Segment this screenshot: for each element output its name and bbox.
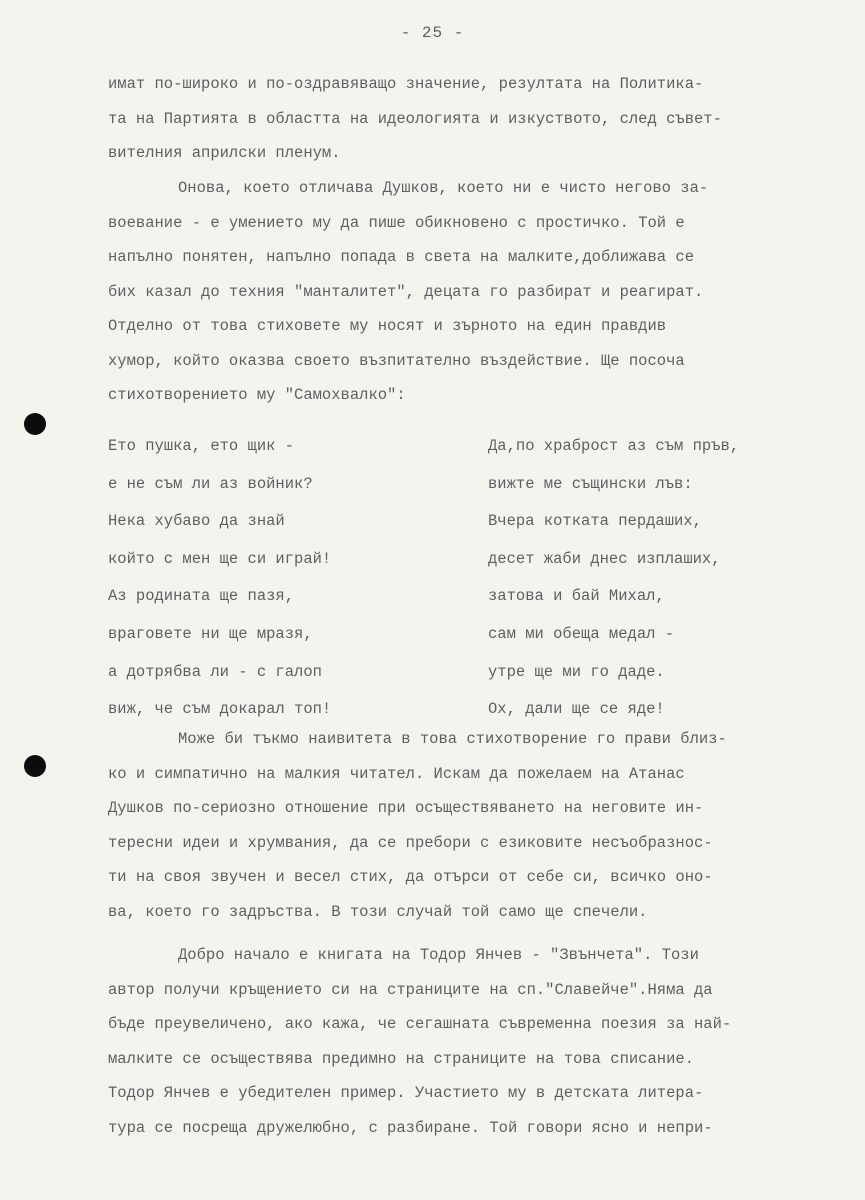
poem [108,428,808,729]
poem-line-left: Нека хубаво да знай [108,512,285,531]
paragraph-1 [108,171,808,413]
poem-line-right: затова и бай Михал, [488,587,665,606]
poem-line-right: утре ще ми го даде. [488,662,665,681]
poem-line-left: Ето пушка, ето щик - [108,437,295,455]
text-line: напълно понятен, напълно попада в света на малките,доближава се [108,248,694,266]
text-line: бъде преувеличено, ако кажа, че сегашната съвременна поезия за най- [108,1015,732,1033]
text-line: стихотворението му "Самохвалко": [108,386,406,404]
punch-hole-top [24,413,46,435]
text-line: автор получи кръщението си на страниците на сп."Славейче".Няма да [108,980,713,999]
text-line: ко и симпатично на малкия читател. Искам да пожелаем на Атанас [108,764,685,783]
text-line: воевание - е умението му да пише обикновено с простичко. Той е [108,213,685,232]
poem-row [108,466,808,504]
poem-line-left: който с мен ще си играй! [108,549,332,568]
poem-line-left: Аз родината ще пазя, [108,587,295,606]
intro-paragraph [108,67,808,171]
poem-row [108,616,808,654]
poem-line-right: десет жаби днес изплаших, [488,549,721,568]
text-line: Онова, което отличава Душков, което ни е чисто негово за- [178,179,709,197]
poem-row [108,578,808,616]
text-line: хумор, който оказва своето възпитателно въздействие. Ще посоча [108,351,685,370]
text-line: Тодор Янчев е убедителен пример. Участието му в детската литера- [108,1084,704,1102]
text-line: та на Партията в областта на идеологията и изкуството, след съвет- [108,109,722,128]
poem-line-right: вижте ме същински лъв: [488,474,693,493]
text-line: вителния априлски пленум. [108,144,341,162]
punch-hole-bottom [24,755,46,777]
poem-row [108,428,808,466]
text-line: Може би тъкмо наивитета в това стихотворение го прави близ- [178,730,727,748]
text-line: Отделно от това стиховете му носят и зърното на един правдив [108,317,667,335]
poem-line-left: а дотрябва ли - с галоп [108,662,322,681]
text-line: ти на своя звучен и весел стих, да отърси от себе си, всичко оно- [108,868,713,886]
poem-line-right: Ох, дали ще се яде! [488,700,665,719]
poem-line-left: е не съм ли аз войник? [108,474,313,493]
text-line: Добро начало е книгата на Тодор Янчев - "Звънчета". Този [178,946,699,964]
poem-line-left: виж, че съм докарал топ! [108,700,332,719]
text-line: имат по-широко и по-оздравяващо значение, резултата на Политика- [108,75,704,93]
text-line: малките се осъществява предимно на страниците на това списание. [108,1049,694,1068]
paragraph-3 [108,938,808,1145]
poem-line-right: Вчера котката пердаших, [488,512,702,531]
text-line: Душков по-сериозно отношение при осъществяването на неговите ин- [108,799,704,817]
text-line: тересни идеи и хрумвания, да се пребори с езиковите несъобразнос- [108,833,713,852]
page-number: - 25 - [400,24,465,42]
text-line: тура се посреща дружелюбно, с разбиране. Той говори ясно и непри- [108,1118,713,1137]
text-line: ва, което го задръства. В този случай той само ще спечели. [108,902,648,921]
poem-row [108,541,808,579]
poem-line-right: сам ми обеща медал - [488,624,675,643]
paragraph-2 [108,722,808,929]
text-line: бих казал до техния "манталитет", децата го разбират и реагират. [108,282,704,301]
poem-row [108,654,808,692]
poem-line-right: Да,по храброст аз съм пръв, [488,437,740,455]
poem-row [108,503,808,541]
poem-line-left: враговете ни ще мразя, [108,624,313,643]
